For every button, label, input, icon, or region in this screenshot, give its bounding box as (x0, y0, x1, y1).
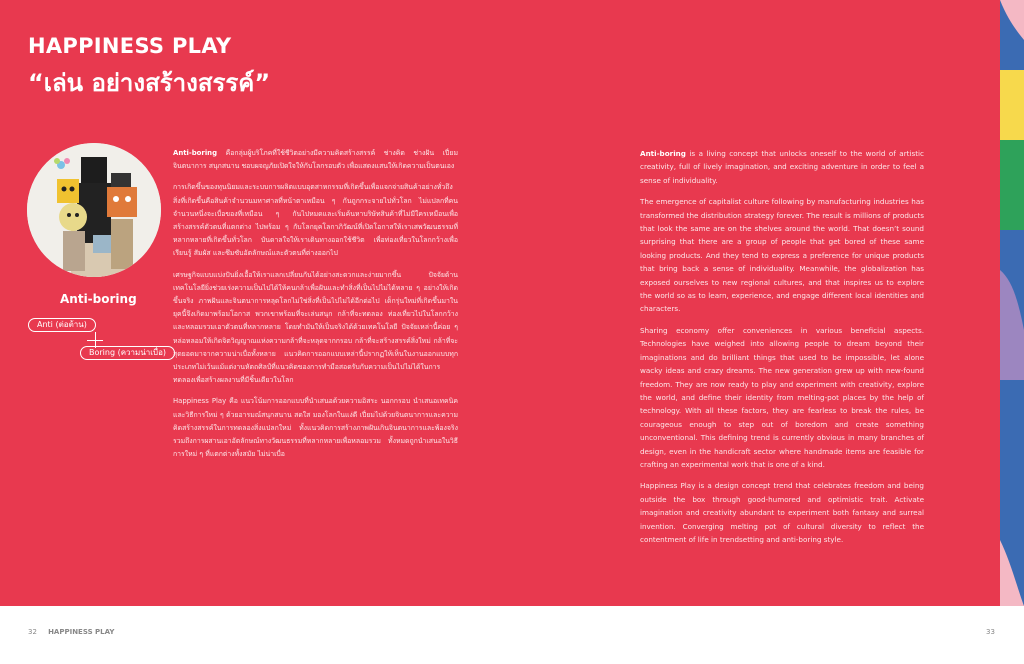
english-lead-term: Anti-boring (640, 149, 686, 158)
anti-pill: Anti (ต่อต้าน) (28, 318, 96, 332)
english-paragraph-4: Happiness Play is a design concept trend that celebrates freedom and being outside the box through good-humored and optimistic trait. Activate imagination and creativity abundant to experiment both fantasy and surreal invention. Converging melting pot of cultural diversity to reflect the contentment of life in trendsetting and anti-boring style. (640, 481, 924, 544)
boring-pill: Boring (ความน่าเบื่อ) (80, 346, 175, 360)
thai-paragraph-4: Happiness Play คือ แนวโน้มการออกแบบที่นำเสนอด้วยความอิสระ นอกกรอบ นำเสนอเทคนิคและวิธีการใหม่ ๆ ด้วยอารมณ์สนุกสนาน สดใส มองโลกในแง่ดี เปี่ยมไปด้วยจินตนาการและความคิดสร้างสรรค์ในการทดลองสิ่งแปลกใหม่ ทั้งแนวคิดการสร้างภาพฝันเกินจินตนาการและพ้องจริง รวมถึงการผสานเอาอัตลักษณ์ทางวัฒนธรรมที่หลากหลายเพื่อหลอมรวม ทั้งหมดถูกนำเสนอในวิธีการใหม่ ๆ ที่แตกต่างทั้งสมัย ไม่น่าเบื่อ (173, 397, 458, 459)
english-paragraph-2: The emergence of capitalist culture following by manufacturing industries has transformed the distribution strategy forever. The result is millions of products that look the same are on the shelves around the world. That doesn’t sound surprising that there are a group of people that get bored of these same looking products. And they tend to express a preference for unique products that bring back a sense of individuality. Meanwhile, the globalization has exposed ourselves to new regional cultures, and that inspires us to explore the world so as to learn, experience, and engage different local identities and characters. (640, 197, 924, 314)
decorative-color-stripes (988, 0, 1024, 606)
page-subtitle: “เล่น อย่างสร้างสรรค์” (28, 69, 271, 97)
thai-lead-term: Anti-boring (173, 149, 218, 157)
page-title: HAPPINESS PLAY (28, 34, 232, 58)
group-photo (27, 143, 161, 277)
english-paragraph-1-text: is a living concept that unlocks oneself to the world of artistic creativity, full of lively imagination, and exciting adventure in order to feel a sense of individuality. (640, 149, 924, 185)
right-page-number: 33 (986, 628, 995, 636)
footer-left (28, 628, 114, 636)
thai-paragraph-1 (173, 147, 458, 173)
footer-section-label: HAPPINESS PLAY (48, 628, 115, 636)
left-page-number: 32 (28, 628, 37, 636)
thai-paragraph-2: การเกิดขึ้นของทุนนิยมและระบบการผลิตแบบอุตสาหกรรมที่เกิดขึ้นเพื่อแจกจ่ายสินค้าอย่างทั่วถึง สิ่งที่เกิดขึ้นคือสินค้าจำนวนมหาศาลที่หน้าตาเหมือน ๆ กันถูกกระจายไปทั่วโลก ไม่แปลกที่คนจำนวนหนึ่งจะเบื่อของที่เหมือน ๆ กันไปหมดและเริ่มค้นหาบริษัทสินค้าที่ไม่มีใครเหมือนเพื่อสร้างสรรค์ตัวตนที่แตกต่าง ไปพร้อม ๆ กับโลกยุคโลกาภิวัฒน์ที่เปิดโอกาสให้เราเสพวัฒนธรรมที่หลากหลายที่เกิดขึ้นทั่วโลก บันดาลใจให้เราเดินทางออกใช้ชีวิต เพื่อท่องเที่ยวในโลกกว้างเพื่อเรียนรู้ สัมผัส และซึมซับอัตลักษณ์และตัวตนที่ต่างออกไป (173, 183, 458, 258)
costumed-people-illustration (27, 143, 161, 277)
thai-paragraph-3: เศรษฐกิจแบบแบ่งปันยิ่งเอื้อให้เราแลกเปลี่ยนกันได้อย่างสะดวกและง่ายมากขึ้น ปัจจัยด้านเทคโนโลยียิ่งช่วยเร่งความเป็นไปได้ให้คนกล้าเพื่อฝันและทำสิ่งที่เป็นไปไม่ได้หลาย ๆ อย่างให้เกิดขึ้นจริง ภาพฝันและจินตนาการหลุดโลกไม่ใช่สิ่งที่เป็นไปไม่ได้อีกต่อไป เด็กรุ่นใหม่ที่เกิดขึ้นมาในยุคนี้จึงเกิดมาพร้อมโอกาส พวกเขาพร้อมที่จะเล่นสนุก กล้าที่จะทดลอง ท่องเที่ยวไปในโลกกว้าง และหลอมรวมเอาตัวตนที่หลากหลาย โดยทำมันให้เป็นจริงได้ด้วยเทคโนโลยี ปัจจัยเหล่านี้ค่อย ๆ หล่อหลอมให้เกิดจิตวิญญาณแห่งความกล้าที่จะหลุดจากกรอบ กล้าที่จะสร้างสรรค์สิ่งใหม่ กล้าที่จะสุดยอดมาจากความน่าเบื่อทั้งหลาย แนวคิดการออกแบบเหล่านี้ปรากฏให้เห็นในงานออกแบบทุกประเภทไม่เว้นแม้แต่งานหัตถศิลป์ที่แนวคิดของการทำมือสอดรับกับความเป็นไปไม่ได้ในการทดลองเพื่อสร้างผลงานที่มีชิ้นเดียวในโลก (173, 270, 458, 385)
thai-text-column (173, 147, 458, 469)
english-paragraph-1 (640, 147, 924, 187)
diagram-main-label: Anti-boring (60, 292, 137, 306)
connector-horizontal (87, 340, 103, 341)
english-text-column (640, 147, 924, 554)
english-paragraph-3: Sharing economy offer conveniences in various beneficial aspects. Technologies have weighed into allowing people to dream beyond their imaginations and do brilliant things that used to be impossible, let alone wacky ideas and crazy dreams. The new generation grew up with new-found freedom. They are now ready to play and experiment with creativity, explore the world, and define their identity from melting-pot places by the help of technology. With all these factors, they are fearless to break the rules, be courageous enough to step out of boredom and create something unconventional. This defining trend is currently obvious in many branches of design, even in the handicraft sector where handmade items are feasible for crafting an experimental work that is one of a kind. (640, 325, 924, 469)
thai-paragraph-1-text: คือกลุ่มผู้บริโภคที่ใช้ชีวิตอย่างมีความคิดสร้างสรรค์ ช่างคิด ช่างฝัน เปี่ยมจินตนาการ สนุกสนาน ชอบผจญภัยเปิดใจให้กับโลกรอบตัว เพื่อแสดงแสนให้เกิดความเป็นตนเอง (173, 149, 458, 171)
